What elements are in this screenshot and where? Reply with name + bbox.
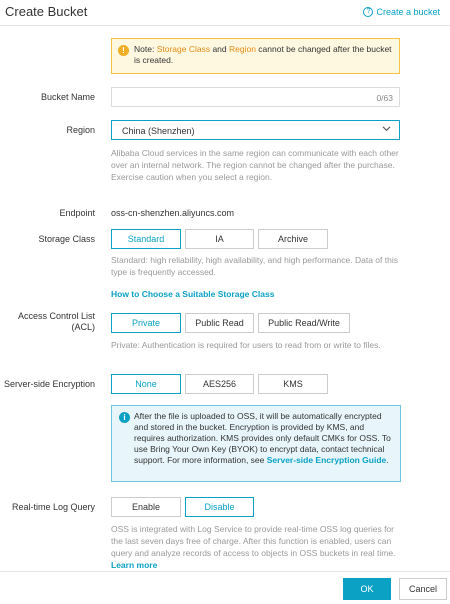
endpoint-label: Endpoint bbox=[59, 208, 95, 218]
notice-region: Region bbox=[228, 44, 256, 54]
help-link-label: Create a bucket bbox=[376, 7, 440, 17]
dialog-header bbox=[0, 0, 450, 26]
encryption-info-text: After the file is uploaded to OSS, it will be automatically encrypted and stored in the bucket. Encryption is provided by KMS, and requires authorization. KMS provides only default CMKs for OSS. To use Bring Your Own Key (BYOK) to encrypt data, contact technical support. For more information, see bbox=[134, 411, 391, 465]
acl-help: Private: Authentication is required for users to read from or write to files. bbox=[111, 340, 381, 350]
acl-public-read[interactable]: Public Read bbox=[185, 313, 254, 333]
notice-and: and bbox=[210, 44, 229, 54]
acl-label-line1: Access Control List bbox=[17, 311, 95, 321]
storage-class-guide-link[interactable]: How to Choose a Suitable Storage Class bbox=[111, 289, 275, 299]
storage-class-archive[interactable]: Archive bbox=[258, 229, 328, 249]
chevron-down-icon bbox=[382, 124, 391, 133]
storage-class-standard[interactable]: Standard bbox=[111, 229, 181, 249]
log-query-help bbox=[111, 523, 403, 571]
storage-class-ia[interactable]: IA bbox=[185, 229, 254, 249]
cancel-button[interactable]: Cancel bbox=[399, 578, 447, 600]
acl-label bbox=[0, 311, 95, 333]
acl-public-read-write[interactable]: Public Read/Write bbox=[258, 313, 350, 333]
bucket-name-input[interactable] bbox=[111, 87, 400, 107]
warning-notice bbox=[111, 38, 400, 74]
encryption-guide-link[interactable]: Server-side Encryption Guide bbox=[266, 455, 387, 465]
region-select[interactable] bbox=[111, 120, 400, 140]
region-label: Region bbox=[66, 125, 95, 135]
question-circle-icon: ? bbox=[363, 7, 373, 17]
help-link[interactable] bbox=[363, 7, 440, 17]
notice-prefix: Note: bbox=[134, 44, 157, 54]
log-query-help-text: OSS is integrated with Log Service to provide real-time OSS log queries for the last seven days free of charge. After this function is enabled, users can query and analyze records of access to objects in OSS buckets in real time. bbox=[111, 524, 396, 558]
learn-more-link[interactable]: Learn more bbox=[111, 560, 158, 570]
warning-circle-icon: ! bbox=[118, 45, 129, 56]
log-query-label: Real-time Log Query bbox=[11, 502, 95, 512]
notice-storage-class: Storage Class bbox=[156, 44, 211, 54]
encryption-none[interactable]: None bbox=[111, 374, 181, 394]
info-circle-icon: i bbox=[119, 412, 130, 423]
endpoint-value: oss-cn-shenzhen.aliyuncs.com bbox=[111, 208, 235, 218]
log-query-enable[interactable]: Enable bbox=[111, 497, 181, 517]
ok-button[interactable]: OK bbox=[343, 578, 391, 600]
region-selected-value: China (Shenzhen) bbox=[122, 126, 195, 136]
storage-class-help: Standard: high reliability, high availability, and high performance. Data of this type is frequently accessed. bbox=[111, 255, 398, 277]
log-query-disable[interactable]: Disable bbox=[185, 497, 254, 517]
encryption-aes256[interactable]: AES256 bbox=[185, 374, 254, 394]
dialog-title: Create Bucket bbox=[5, 4, 88, 19]
bucket-name-counter: 0/63 bbox=[376, 93, 393, 103]
notice-suffix: cannot be changed after the bucket is created. bbox=[134, 44, 392, 65]
encryption-kms[interactable]: KMS bbox=[258, 374, 328, 394]
encryption-info-end: . bbox=[386, 455, 389, 465]
acl-private[interactable]: Private bbox=[111, 313, 181, 333]
region-help: Alibaba Cloud services in the same region can communicate with each other over an internal network. The region cannot be changed after the purchase. Exercise caution when you select a region. bbox=[111, 148, 399, 182]
dialog-footer bbox=[0, 571, 450, 604]
encryption-info-notice bbox=[111, 405, 401, 482]
encryption-label: Server-side Encryption bbox=[3, 379, 95, 389]
acl-label-line2: (ACL) bbox=[71, 322, 95, 332]
bucket-name-label: Bucket Name bbox=[40, 92, 95, 102]
storage-class-label: Storage Class bbox=[38, 234, 95, 244]
